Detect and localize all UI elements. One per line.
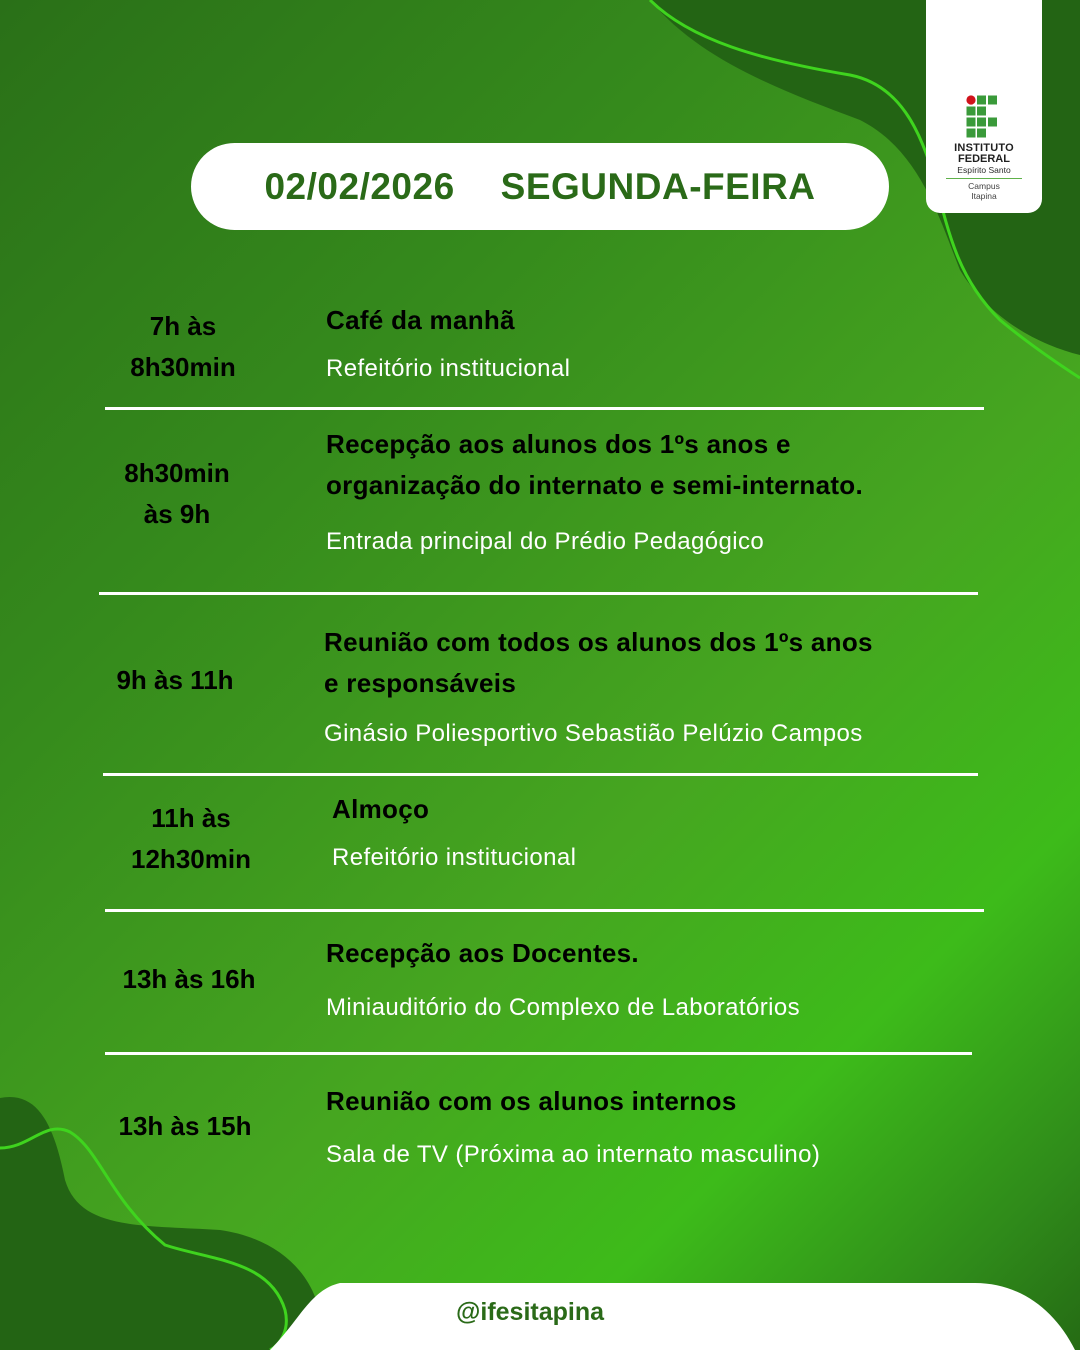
- row-divider: [105, 407, 984, 410]
- logo-text-federal: FEDERAL: [958, 153, 1010, 165]
- schedule-title: Almoço: [332, 794, 430, 824]
- event-date: 02/02/2026: [264, 165, 455, 207]
- schedule-time: [108, 306, 258, 388]
- social-handle-link[interactable]: @ifesitapina: [456, 1298, 605, 1326]
- schedule-time: [102, 453, 252, 535]
- date-header-pill: [191, 143, 889, 230]
- schedule-time-line1: 7h às: [149, 311, 217, 341]
- schedule-title-line2: e responsáveis: [324, 668, 517, 698]
- logo-text-campus-name: Itapina: [971, 191, 997, 201]
- logo-text-state: Espírito Santo: [946, 165, 1022, 179]
- schedule-location: Entrada principal do Prédio Pedagógico: [326, 528, 765, 555]
- row-divider: [99, 592, 978, 595]
- schedule-title: [326, 424, 863, 506]
- schedule-title-line2: organização do internato e semi-internato.: [326, 470, 864, 500]
- schedule-location: Sala de TV (Próxima ao internato masculino): [326, 1141, 821, 1168]
- schedule-time: 13h às 16h: [122, 964, 256, 994]
- schedule-time: 13h às 15h: [118, 1111, 252, 1141]
- schedule-time-line1: 8h30min: [124, 458, 230, 488]
- schedule-time-line2: às 9h: [143, 499, 211, 529]
- event-weekday: SEGUNDA-FEIRA: [500, 165, 816, 207]
- schedule-title: [324, 622, 873, 704]
- schedule-time-line2: 12h30min: [131, 844, 251, 874]
- schedule-location: Ginásio Poliesportivo Sebastião Pelúzio Campos: [324, 720, 863, 747]
- schedule-title-line1: Reunião com todos os alunos dos 1ºs anos: [324, 627, 873, 657]
- row-divider: [103, 773, 978, 776]
- schedule-time: 9h às 11h: [116, 665, 234, 695]
- if-logo-icon: [966, 95, 1002, 139]
- logo-text-instituto: INSTITUTO: [954, 142, 1014, 154]
- schedule-location: Miniauditório do Complexo de Laboratórios: [326, 994, 800, 1021]
- schedule-title: Café da manhã: [326, 305, 515, 335]
- schedule-title: Recepção aos Docentes.: [326, 938, 639, 968]
- schedule-title: Reunião com os alunos internos: [326, 1086, 737, 1116]
- schedule-title-line1: Recepção aos alunos dos 1ºs anos e: [326, 429, 791, 459]
- schedule-time-line2: 8h30min: [130, 352, 236, 382]
- logo-text-campus: Campus: [968, 181, 1000, 191]
- row-divider: [105, 1052, 972, 1055]
- schedule-location: Refeitório institucional: [326, 355, 571, 382]
- schedule-location: Refeitório institucional: [332, 844, 577, 871]
- schedule-time: [116, 798, 266, 880]
- schedule-time-line1: 11h às: [151, 803, 231, 833]
- row-divider: [105, 909, 984, 912]
- institution-logo-card: [926, 0, 1042, 213]
